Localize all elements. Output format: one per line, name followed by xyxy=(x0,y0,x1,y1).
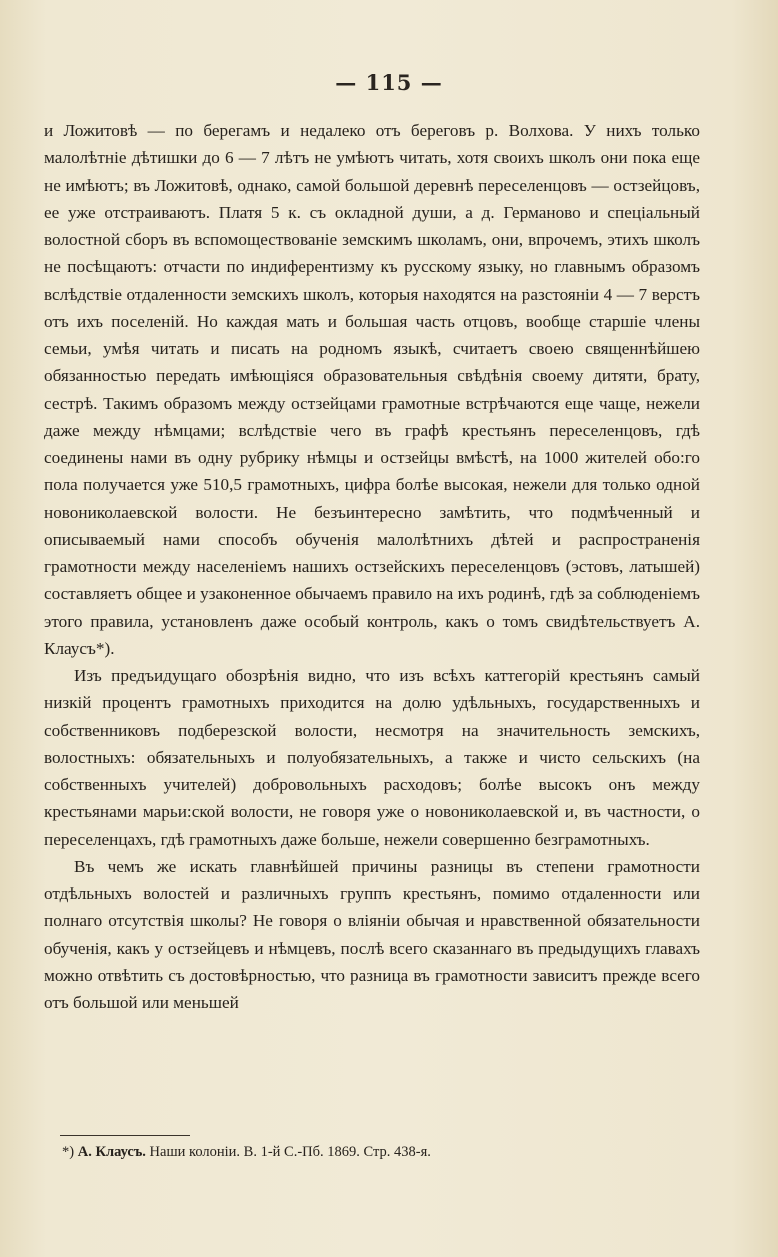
paragraph-1: и Ложитовѣ — по берегамъ и недалеко отъ береговъ р. Волхова. У нихъ только малолѣтніе дѣтишки до 6 — 7 лѣтъ не умѣютъ читать, хотя своихъ школъ они пока еще не имѣютъ; въ Ложитовѣ, однако, самой большой деревнѣ переселенцовъ — остзейцовъ, ее уже отстраиваютъ. Платя 5 к. съ окладной души, а д. Германово и спеціальный волостной сборъ въ вспомоществованіе земскимъ школамъ, они, впрочемъ, этихъ школъ не посѣщаютъ: отчасти по индиферентизму къ русскому языку, но главнымъ образомъ вслѣдствіе отдаленности земскихъ школъ, которыя находятся на разстояніи 4 — 7 верстъ отъ ихъ поселеній. Но каждая мать и большая часть отцовъ, вообще старшіе члены семьи, умѣя читать и писать на родномъ языкѣ, считаетъ своею священнѣйшею обязанностью передать имѣющіяся образовательныя свѣдѣнія своему дитяти, брату, сестрѣ. Такимъ образомъ между остзейцами грамотные встрѣчаются еще чаще, нежели даже между нѣмцами; вслѣдствіе чего въ графѣ крестьянъ переселенцовъ, гдѣ соединены нами въ одну рубрику нѣмцы и остзейцы вмѣстѣ, на 1000 жителей обо:го пола получается уже 510,5 грамотныхъ, цифра болѣе высокая, нежели для только одной новониколаевской волости. Не безъинтересно замѣтить, что подмѣченный и описываемый нами способъ обученія малолѣтнихъ дѣтей и распространенія грамотности между населеніемъ нашихъ остзейскихъ переселенцовъ (эстовъ, латышей) составляетъ общее и узаконенное обычаемъ правило на ихъ родинѣ, гдѣ за соблюденіемъ этого правила, установленъ даже особый контроль, какъ о томъ свидѣтельствуетъ А. Клаусъ*). xyxy=(44,121,700,658)
paragraph-2: Изъ предъидущаго обозрѣнія видно, что изъ всѣхъ каттегорій крестьянъ самый низкій процентъ грамотныхъ приходится на долю удѣльныхъ, государственныхъ и собственниковъ подберезской волости, несмотря на значительность земскихъ, волостныхъ: обязательныхъ и полуобязательныхъ, а также и чисто сельскихъ (на собственныхъ учителей) добровольныхъ расходовъ; болѣе высокъ онъ между крестьянами марьи:ской волости, не говоря уже о новониколаевской и, въ частности, о переселенцахъ, гдѣ грамотныхъ даже больше, нежели совершенно безграмотныхъ. xyxy=(44,666,700,849)
page-number: — 115 — xyxy=(335,70,443,95)
footnote-marker: *) xyxy=(62,1144,75,1160)
paragraph-3: Въ чемъ же искать главнѣйшей причины разницы въ степени грамотности отдѣльныхъ волостей и различныхъ группъ крестьянъ, помимо отдаленности или полнаго отсутствія школы? Не говоря о вліяніи обычая и нравственной обязательности обученія, какъ у остзейцевъ и нѣмцевъ, послѣ всего сказаннаго въ предыдущихъ главахъ можно отвѣтить съ достовѣрностью, что разница въ грамотности зависитъ прежде всего отъ большой или меньшей xyxy=(44,856,700,1012)
footnote-author: А. Клаусъ. xyxy=(77,1144,146,1160)
body-text xyxy=(44,117,700,1016)
footnote xyxy=(62,1142,702,1162)
footnote-divider xyxy=(60,1135,190,1136)
footnote-text: Наши колоніи. В. 1-й С.-Пб. 1869. Стр. 438-я. xyxy=(149,1144,431,1160)
